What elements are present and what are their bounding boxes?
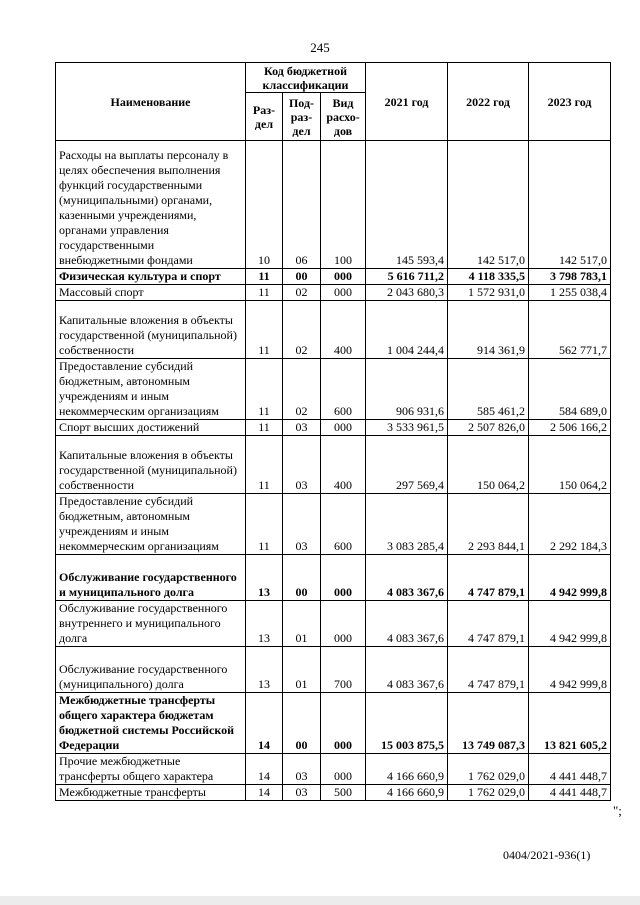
row-2021: 906 931,6: [366, 359, 448, 420]
table-row: [56, 785, 611, 801]
table-row: [56, 494, 611, 555]
row-2023: 4 441 448,7: [529, 754, 611, 785]
row-name: Спорт высших достижений: [56, 420, 246, 436]
row-2023: 4 441 448,7: [529, 785, 611, 801]
row-2021: 15 003 875,5: [366, 693, 448, 754]
table-row: [56, 555, 611, 601]
row-2021: 4 083 367,6: [366, 601, 448, 647]
table-row: [56, 436, 611, 494]
row-2023: 2 506 166,2: [529, 420, 611, 436]
row-2023: 562 771,7: [529, 301, 611, 359]
row-2022: 1 762 029,0: [448, 754, 529, 785]
row-2021: 3 083 285,4: [366, 494, 448, 555]
row-subsection: 01: [283, 647, 321, 693]
table-row: [56, 359, 611, 420]
row-expense-type: 400: [321, 301, 366, 359]
row-2023: 13 821 605,2: [529, 693, 611, 754]
row-section: 11: [246, 359, 283, 420]
row-subsection: 03: [283, 436, 321, 494]
row-section: 13: [246, 601, 283, 647]
trailing-quote: ";: [613, 803, 622, 818]
table-row: [56, 754, 611, 785]
row-2022: 4 118 335,5: [448, 269, 529, 285]
row-name: Массовый спорт: [56, 285, 246, 301]
row-2021: 4 083 367,6: [366, 647, 448, 693]
row-subsection: 00: [283, 693, 321, 754]
header-name: Наименование: [56, 63, 246, 141]
row-name: Прочие межбюджетные трансферты общего характера: [56, 754, 246, 785]
document-code: 0404/2021-936(1): [503, 848, 591, 862]
row-section: 14: [246, 754, 283, 785]
row-subsection: 00: [283, 555, 321, 601]
row-name: Межбюджетные трансферты: [56, 785, 246, 801]
table-row: [56, 601, 611, 647]
row-name: Капитальные вложения в объекты государственной (муниципальной) собственности: [56, 301, 246, 359]
header-section: Раз-дел: [246, 93, 283, 141]
table-row: [56, 141, 611, 269]
row-2021: 4 166 660,9: [366, 754, 448, 785]
page-number: 245: [310, 40, 330, 55]
table-row: [56, 647, 611, 693]
row-section: 13: [246, 647, 283, 693]
row-2022: 150 064,2: [448, 436, 529, 494]
row-expense-type: 000: [321, 555, 366, 601]
row-expense-type: 000: [321, 693, 366, 754]
header-2021: 2021 год: [366, 63, 448, 141]
table-row: [56, 285, 611, 301]
table-row: [56, 301, 611, 359]
row-2021: 1 004 244,4: [366, 301, 448, 359]
row-2023: 150 064,2: [529, 436, 611, 494]
row-name: Межбюджетные трансферты общего характера бюджетам бюджетной системы Российской Федерации: [56, 693, 246, 754]
row-name: Предоставление субсидий бюджетным, автономным учреждениям и иным некоммерческим организациям: [56, 494, 246, 555]
row-2023: 142 517,0: [529, 141, 611, 269]
row-2022: 914 361,9: [448, 301, 529, 359]
table-body: [56, 141, 611, 801]
row-expense-type: 700: [321, 647, 366, 693]
row-subsection: 03: [283, 754, 321, 785]
row-2021: 2 043 680,3: [366, 285, 448, 301]
header-2023: 2023 год: [529, 63, 611, 141]
row-2022: 4 747 879,1: [448, 601, 529, 647]
row-subsection: 02: [283, 301, 321, 359]
row-2021: 3 533 961,5: [366, 420, 448, 436]
table-row: [56, 269, 611, 285]
row-2023: 4 942 999,8: [529, 647, 611, 693]
row-name: Обслуживание государственного и муниципального долга: [56, 555, 246, 601]
row-2023: 584 689,0: [529, 359, 611, 420]
row-2022: 1 572 931,0: [448, 285, 529, 301]
row-section: 11: [246, 420, 283, 436]
row-expense-type: 400: [321, 436, 366, 494]
row-2022: 4 747 879,1: [448, 647, 529, 693]
row-2023: 1 255 038,4: [529, 285, 611, 301]
row-2022: 585 461,2: [448, 359, 529, 420]
row-2023: 4 942 999,8: [529, 555, 611, 601]
row-2023: 4 942 999,8: [529, 601, 611, 647]
row-name: Капитальные вложения в объекты государственной (муниципальной) собственности: [56, 436, 246, 494]
header-code-group: Код бюджетной классификации: [246, 63, 366, 93]
row-2021: 145 593,4: [366, 141, 448, 269]
header-subsection: Под-раз-дел: [283, 93, 321, 141]
row-subsection: 03: [283, 785, 321, 801]
row-2022: 142 517,0: [448, 141, 529, 269]
header-expense-type: Вид расхо-дов: [321, 93, 366, 141]
row-2022: 2 293 844,1: [448, 494, 529, 555]
row-subsection: 02: [283, 285, 321, 301]
row-name: Обслуживание государственного внутреннего и муниципального долга: [56, 601, 246, 647]
row-2023: 3 798 783,1: [529, 269, 611, 285]
row-2021: 4 083 367,6: [366, 555, 448, 601]
row-2023: 2 292 184,3: [529, 494, 611, 555]
row-expense-type: 000: [321, 285, 366, 301]
row-subsection: 01: [283, 601, 321, 647]
row-expense-type: 000: [321, 269, 366, 285]
row-name: Обслуживание государственного (муниципального) долга: [56, 647, 246, 693]
row-subsection: 00: [283, 269, 321, 285]
row-2022: 1 762 029,0: [448, 785, 529, 801]
row-section: 10: [246, 141, 283, 269]
row-section: 14: [246, 693, 283, 754]
budget-table: [55, 62, 611, 801]
scan-artifact-strip: [0, 896, 640, 905]
row-2022: 2 507 826,0: [448, 420, 529, 436]
table-row: [56, 693, 611, 754]
row-expense-type: 000: [321, 420, 366, 436]
row-subsection: 02: [283, 359, 321, 420]
row-2021: 5 616 711,2: [366, 269, 448, 285]
row-expense-type: 000: [321, 601, 366, 647]
row-section: 13: [246, 555, 283, 601]
row-name: Предоставление субсидий бюджетным, автономным учреждениям и иным некоммерческим организациям: [56, 359, 246, 420]
header-2022: 2022 год: [448, 63, 529, 141]
row-subsection: 03: [283, 420, 321, 436]
row-section: 11: [246, 285, 283, 301]
row-section: 14: [246, 785, 283, 801]
row-2021: 4 166 660,9: [366, 785, 448, 801]
row-section: 11: [246, 269, 283, 285]
row-expense-type: 600: [321, 494, 366, 555]
row-subsection: 06: [283, 141, 321, 269]
row-2022: 4 747 879,1: [448, 555, 529, 601]
table-row: [56, 420, 611, 436]
row-expense-type: 100: [321, 141, 366, 269]
row-section: 11: [246, 494, 283, 555]
row-name: Физическая культура и спорт: [56, 269, 246, 285]
row-expense-type: 600: [321, 359, 366, 420]
row-expense-type: 500: [321, 785, 366, 801]
row-2021: 297 569,4: [366, 436, 448, 494]
row-name: Расходы на выплаты персоналу в целях обеспечения выполнения функций государственными (муниципальными) органами, казенными учреждениями, органами управления государственными внебюджетными фондами: [56, 141, 246, 269]
row-expense-type: 000: [321, 754, 366, 785]
row-section: 11: [246, 301, 283, 359]
row-subsection: 03: [283, 494, 321, 555]
row-section: 11: [246, 436, 283, 494]
row-2022: 13 749 087,3: [448, 693, 529, 754]
